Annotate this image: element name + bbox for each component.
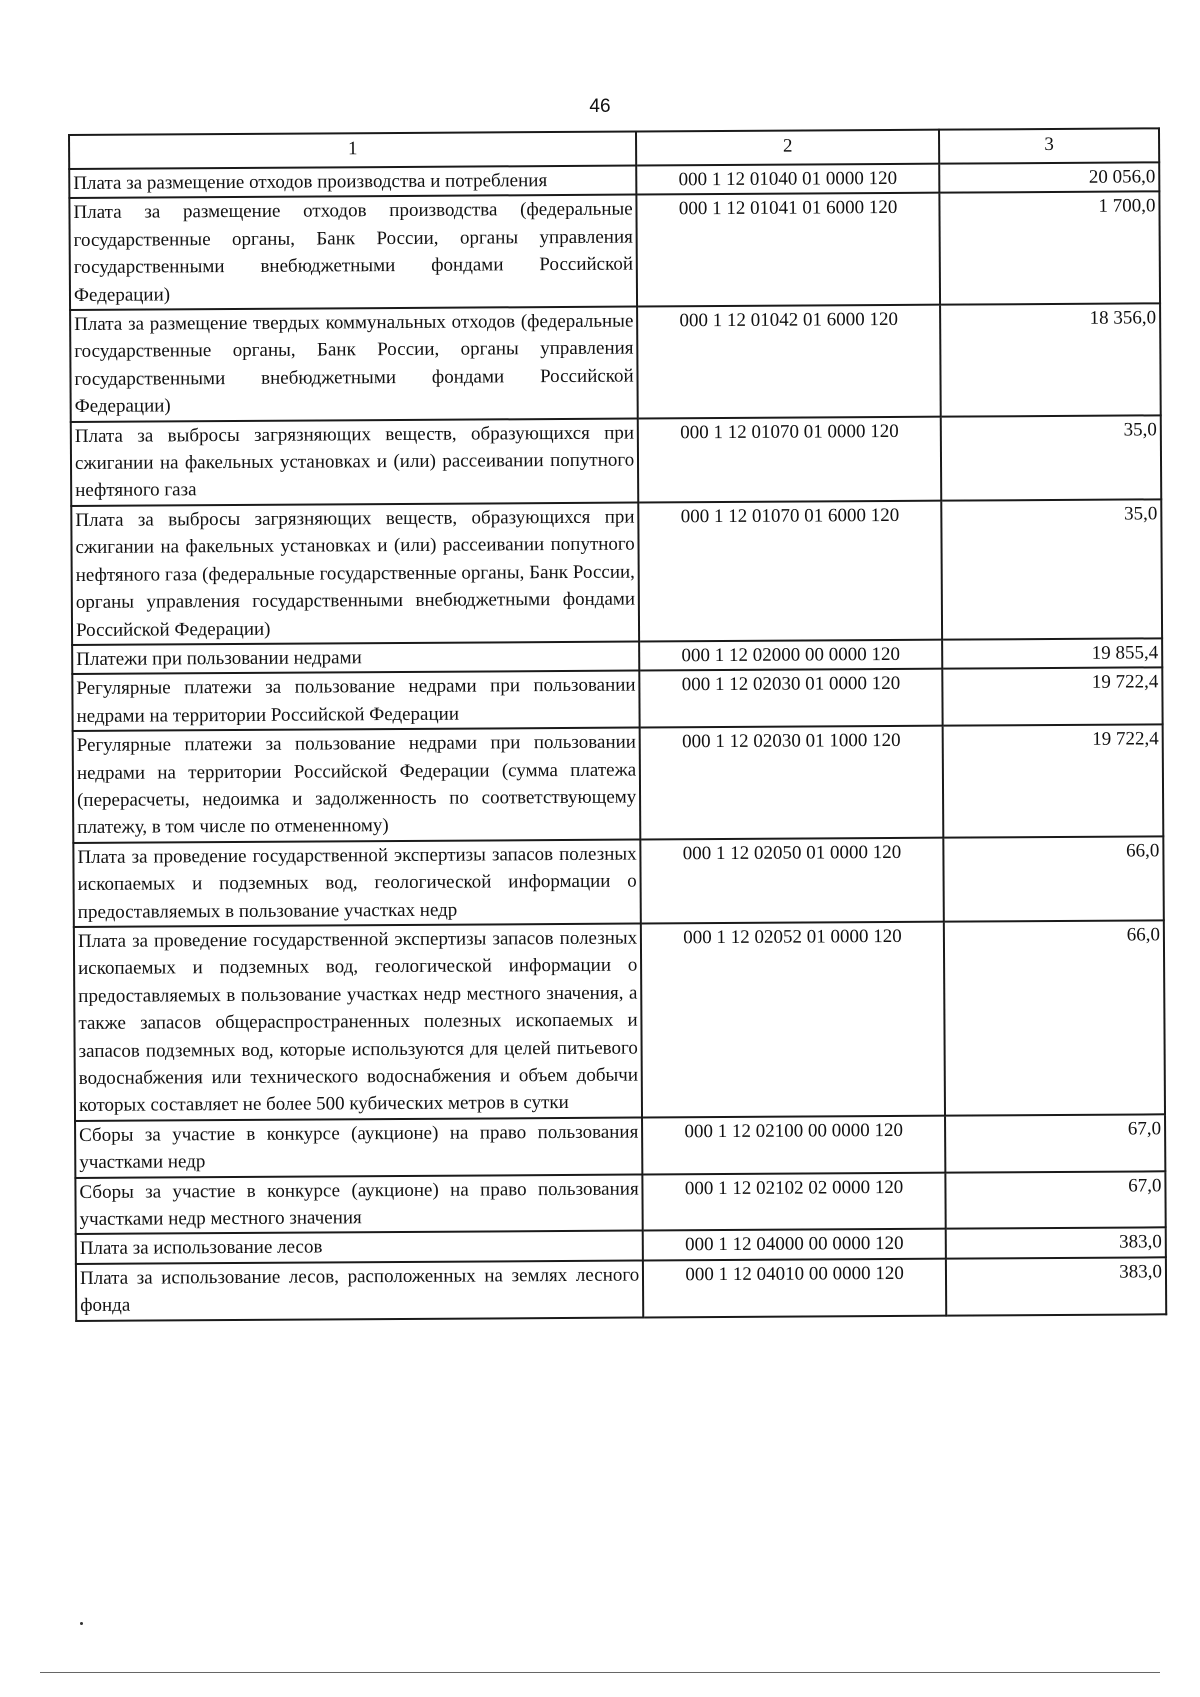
table-row <box>73 836 1163 927</box>
revenue-amount: 19 722,4 <box>942 668 1162 726</box>
table-row <box>75 1114 1165 1177</box>
revenue-name: Плата за размещение твердых коммунальных отходов (федеральные государственные органы, Банк России, органы управления государственными внебюджетными фондами Российской Федерации) <box>70 307 638 422</box>
revenue-code: 000 1 12 02050 01 0000 120 <box>641 837 944 923</box>
table-row <box>74 920 1165 1120</box>
revenue-name: Плата за использование лесов <box>76 1231 643 1264</box>
revenue-code: 000 1 12 04010 00 0000 120 <box>643 1259 946 1318</box>
revenue-amount: 35,0 <box>941 499 1162 639</box>
revenue-code: 000 1 12 02100 00 0000 120 <box>642 1115 945 1174</box>
revenue-amount: 383,0 <box>946 1257 1166 1315</box>
footer-divider <box>40 1672 1160 1673</box>
revenue-name: Регулярные платежи за пользование недрами при пользовании недрами на территории Российской Федерации (сумма платежа (перерасчеты, недоимка и задолженность по соответствующему платежу, в том числе по отмененному) <box>73 728 641 843</box>
revenue-name: Сборы за участие в конкурсе (аукционе) на право пользования участками недр <box>75 1117 643 1177</box>
revenue-amount: 19 855,4 <box>942 638 1162 669</box>
table-row <box>69 192 1160 310</box>
revenue-name: Плата за проведение государственной экспертизы запасов полезных ископаемых и подземных вод, геологической информации о предоставляемых в пользование участках недр местного значения, а также запасов общераспространенных полезных ископаемых и запасов подземных вод, которые используются для целей питьевого водоснабжения или технического водоснабжения и объем добычи которых составляет не более 500 кубических метров в сутки <box>74 923 642 1120</box>
table-row <box>70 303 1161 421</box>
revenue-code: 000 1 12 02052 01 0000 120 <box>641 922 945 1118</box>
revenue-code: 000 1 12 02030 01 0000 120 <box>639 669 942 728</box>
revenue-code: 000 1 12 01041 01 6000 120 <box>637 193 940 306</box>
revenue-amount: 66,0 <box>944 920 1165 1115</box>
budget-table <box>68 127 1167 1321</box>
header-col-1: 1 <box>69 132 636 169</box>
revenue-name: Плата за выбросы загрязняющих веществ, образующихся при сжигании на факельных установках и (или) рассеивании попутного нефтяного газа (федеральные государственные органы, Банк России, органы управления государственными внебюджетными фондами Российской Федерации) <box>71 502 639 644</box>
header-col-2: 2 <box>636 130 939 166</box>
table-row <box>76 1257 1166 1320</box>
revenue-code: 000 1 12 01040 01 0000 120 <box>636 164 939 195</box>
revenue-amount: 19 722,4 <box>943 724 1164 837</box>
header-col-3: 3 <box>939 128 1159 163</box>
revenue-code: 000 1 12 02102 02 0000 120 <box>643 1172 946 1231</box>
revenue-name: Плата за проведение государственной экспертизы запасов полезных ископаемых и подземных вод, геологической информации о предоставляемых в пользование участках недр <box>73 839 641 927</box>
revenue-amount: 1 700,0 <box>939 192 1160 305</box>
table-row <box>71 415 1161 506</box>
revenue-amount: 66,0 <box>943 836 1164 922</box>
revenue-amount: 18 356,0 <box>940 303 1161 416</box>
revenue-name: Сборы за участие в конкурсе (аукционе) на право пользования участками недр местного значения <box>75 1174 643 1234</box>
revenue-name: Плата за размещение отходов производства и потребления <box>69 166 636 199</box>
table-row <box>72 668 1162 731</box>
revenue-amount: 67,0 <box>945 1114 1165 1172</box>
revenue-code: 000 1 12 02000 00 0000 120 <box>639 640 942 671</box>
table-row <box>75 1171 1165 1234</box>
revenue-amount: 20 056,0 <box>939 162 1159 193</box>
revenue-code: 000 1 12 04000 00 0000 120 <box>643 1229 946 1260</box>
page-number: 46 <box>589 96 611 117</box>
revenue-name: Плата за размещение отходов производства (федеральные государственные органы, Банк России, органы управления государственными внебюджетными фондами Российской Федерации) <box>69 195 637 310</box>
table-row <box>73 724 1164 842</box>
revenue-amount: 67,0 <box>945 1171 1165 1229</box>
revenue-code: 000 1 12 01042 01 6000 120 <box>637 305 940 418</box>
revenue-amount: 383,0 <box>946 1228 1166 1259</box>
revenue-name: Регулярные платежи за пользование недрами при пользовании недрами на территории Российской Федерации <box>72 671 640 731</box>
revenue-name: Плата за использование лесов, расположенных на землях лесного фонда <box>76 1260 644 1320</box>
table-row <box>71 499 1162 645</box>
revenue-name: Платежи при пользовании недрами <box>72 641 639 674</box>
revenue-name: Плата за выбросы загрязняющих веществ, образующихся при сжигании на факельных установках и (или) рассеивании попутного нефтяного газа <box>71 418 639 506</box>
scan-dot <box>80 1622 83 1625</box>
revenue-code: 000 1 12 02030 01 1000 120 <box>640 726 943 839</box>
revenue-code: 000 1 12 01070 01 0000 120 <box>638 416 941 502</box>
revenue-code: 000 1 12 01070 01 6000 120 <box>638 501 942 642</box>
revenue-amount: 35,0 <box>941 415 1162 501</box>
